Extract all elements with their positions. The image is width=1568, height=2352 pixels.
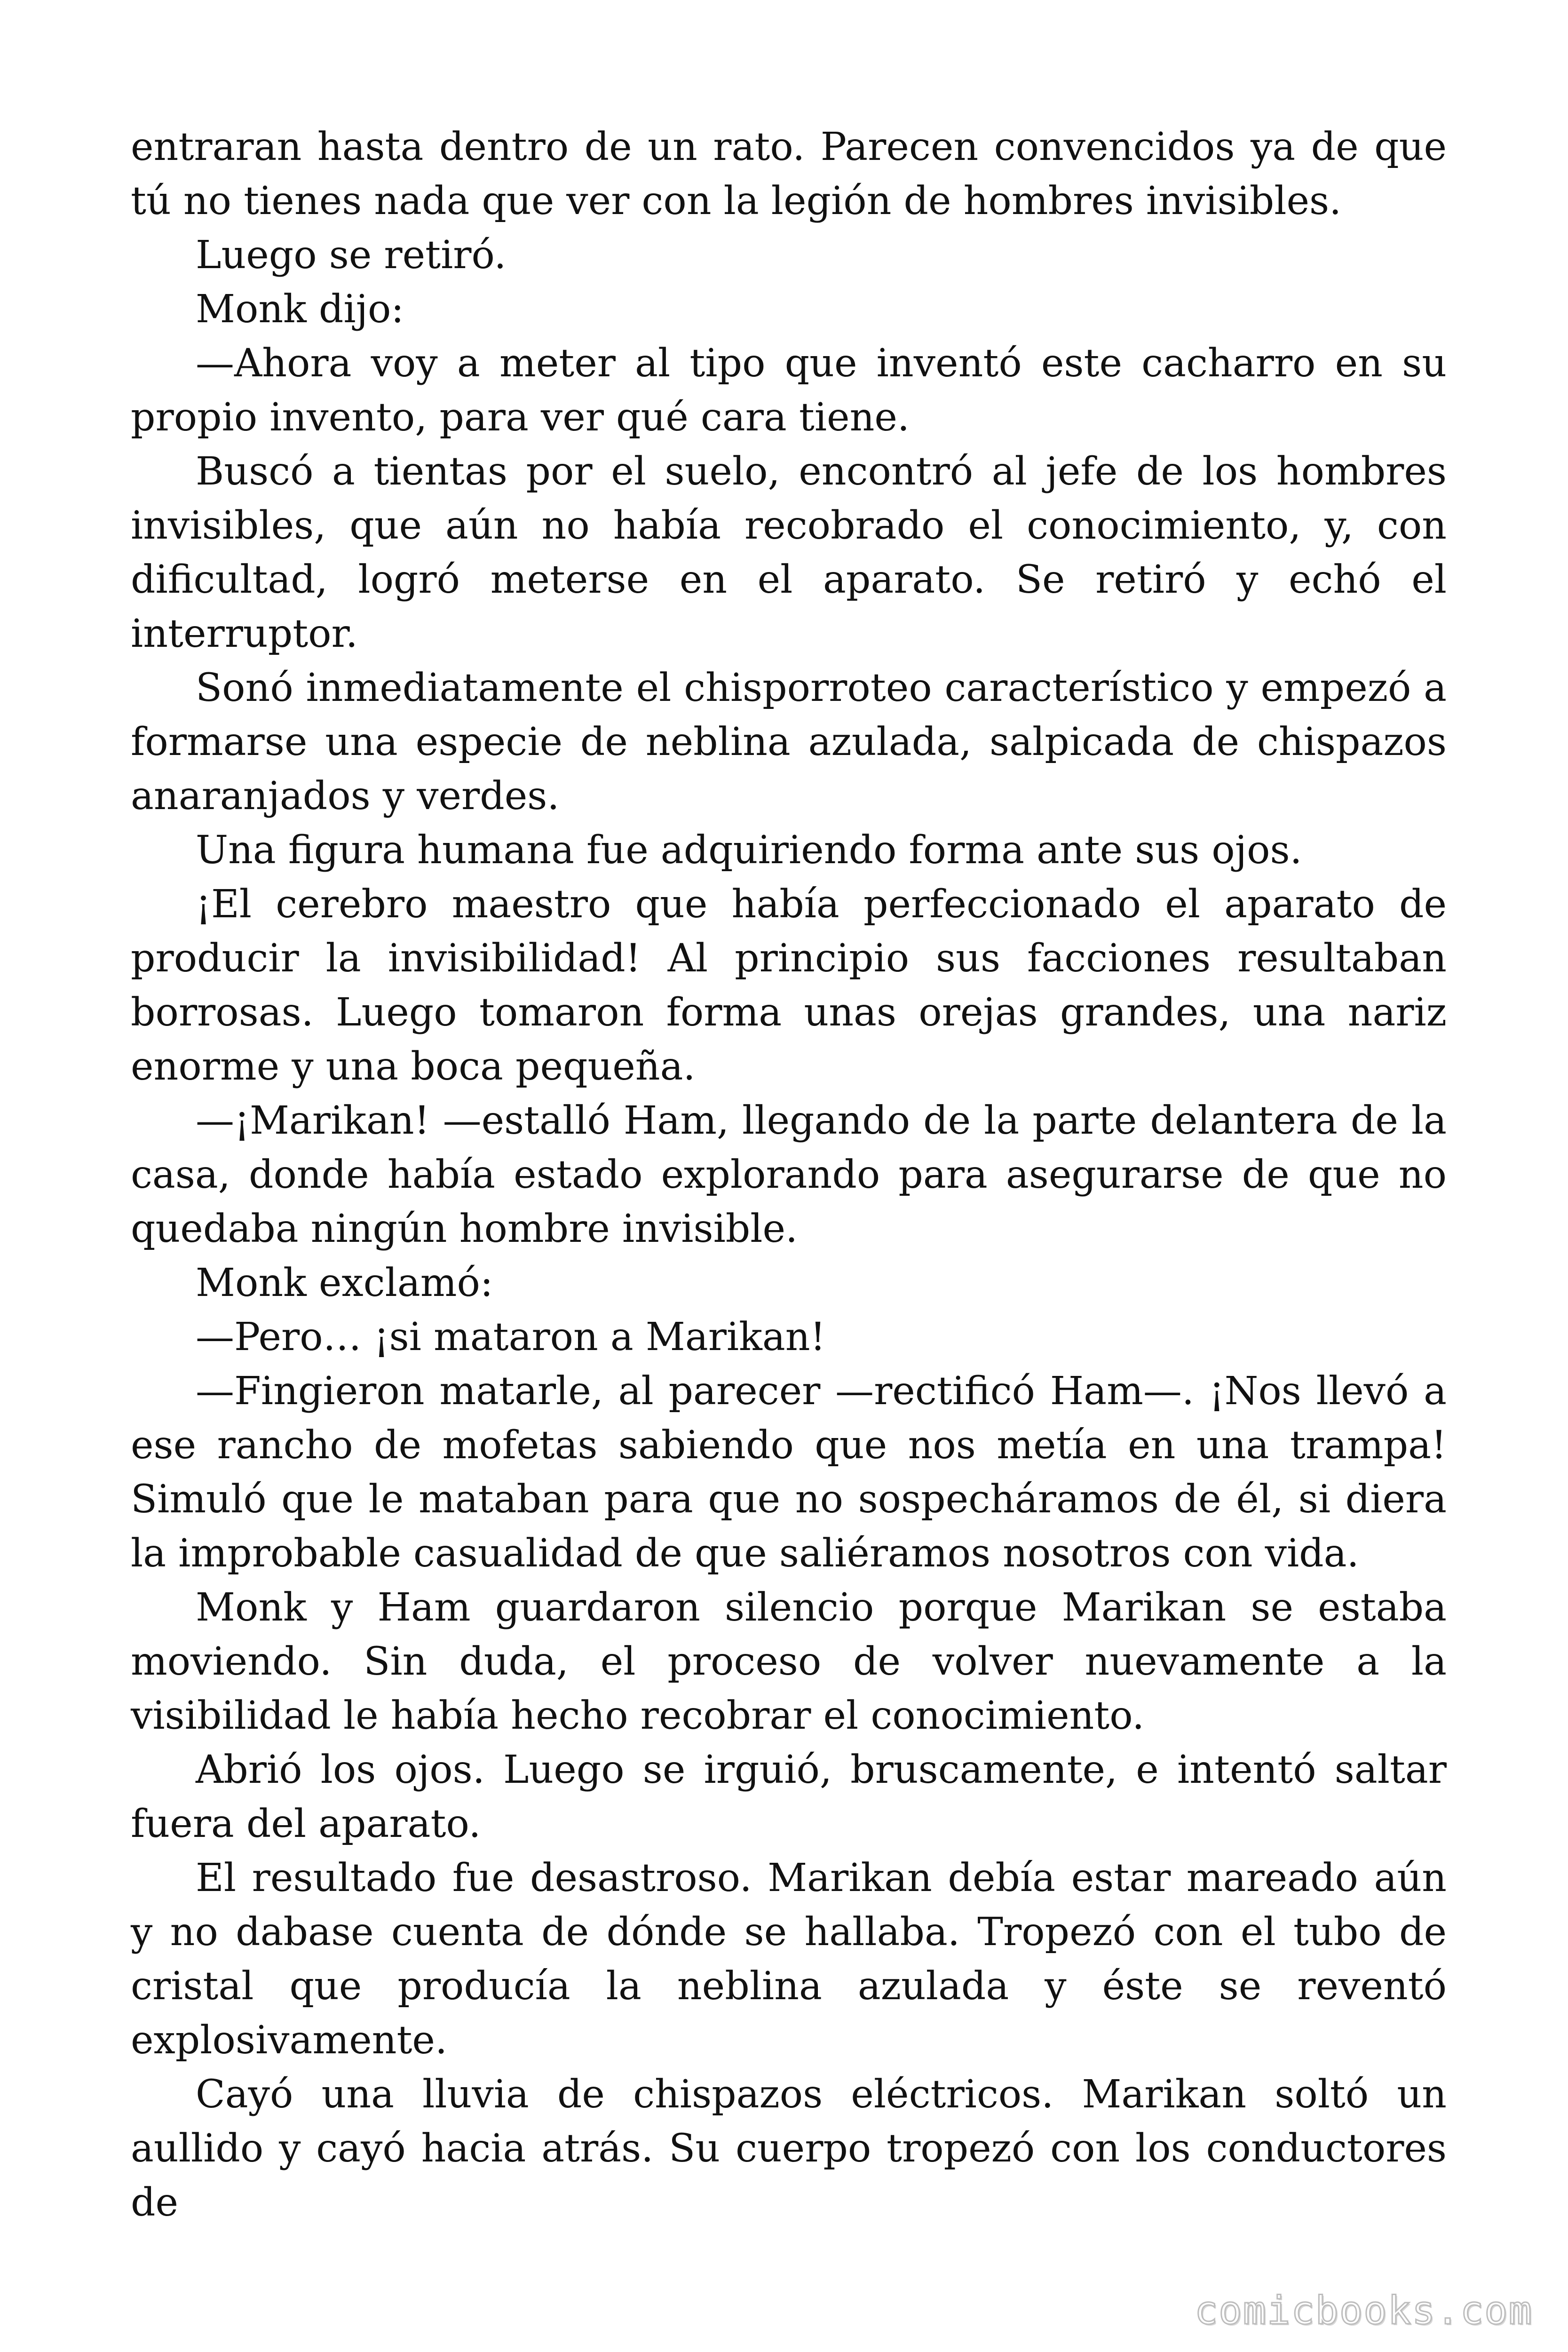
paragraph: Buscó a tientas por el suelo, encontró al jefe de los hombres invisibles, que aún no había recobrado el conocimiento, y, con dificultad, logró meterse en el aparato. Se retiró y echó el interruptor. (131, 449, 1447, 656)
paragraph: Monk y Ham guardaron silencio porque Marikan se estaba moviendo. Sin duda, el proceso de volver nuevamente a la visibilidad le había hecho recobrar el conocimiento. (131, 1585, 1447, 1738)
book-page (131, 120, 1447, 2230)
paragraph: Una figura humana fue adquiriendo forma ante sus ojos. (196, 828, 1302, 873)
paragraph: Abrió los ojos. Luego se irguió, bruscamente, e intentó saltar fuera del aparato. (131, 1748, 1447, 1846)
paragraph: Luego se retiró. (196, 233, 507, 278)
paragraph: —Ahora voy a meter al tipo que inventó este cacharro en su propio invento, para ver qué cara tiene. (131, 341, 1447, 440)
paragraph: —¡Marikan! —estalló Ham, llegando de la parte delantera de la casa, donde había estado explorando para asegurarse de que no quedaba ningún hombre invisible. (131, 1098, 1447, 1251)
paragraph: Cayó una lluvia de chispazos eléctricos. Marikan soltó un aullido y cayó hacia atrás. Su cuerpo tropezó con los conductores de (131, 2072, 1447, 2225)
paragraph: —Fingieron matarle, al parecer —rectificó Ham—. ¡Nos llevó a ese rancho de mofetas sabiendo que nos metía en una trampa! Simuló que le mataban para que no sospecháramos de él, si diera la improbable casualidad de que saliéramos nosotros con vida. (131, 1369, 1447, 1576)
paragraph: Sonó inmediatamente el chisporroteo característico y empezó a formarse una especie de neblina azulada, salpicada de chispazos anaranjados y verdes. (131, 666, 1447, 818)
paragraph: entraran hasta dentro de un rato. Parecen convencidos ya de que tú no tienes nada que ver con la legión de hombres invisibles. (131, 125, 1447, 223)
paragraph: El resultado fue desastroso. Marikan debía estar mareado aún y no dabase cuenta de dónde se hallaba. Tropezó con el tubo de cristal que producía la neblina azulada y éste se reventó explosivamente. (131, 1856, 1447, 2063)
paragraph: Monk exclamó: (196, 1261, 493, 1305)
paragraph: ¡El cerebro maestro que había perfeccionado el aparato de producir la invisibilidad! Al principio sus facciones resultaban borrosas. Luego tomaron forma unas orejas grandes, una nariz enorme y una boca pequeña. (131, 882, 1447, 1089)
watermark-logo: comicbooks.com (1194, 2288, 1533, 2333)
paragraph: Monk dijo: (196, 287, 404, 332)
paragraph: —Pero… ¡si mataron a Marikan! (196, 1315, 826, 1359)
